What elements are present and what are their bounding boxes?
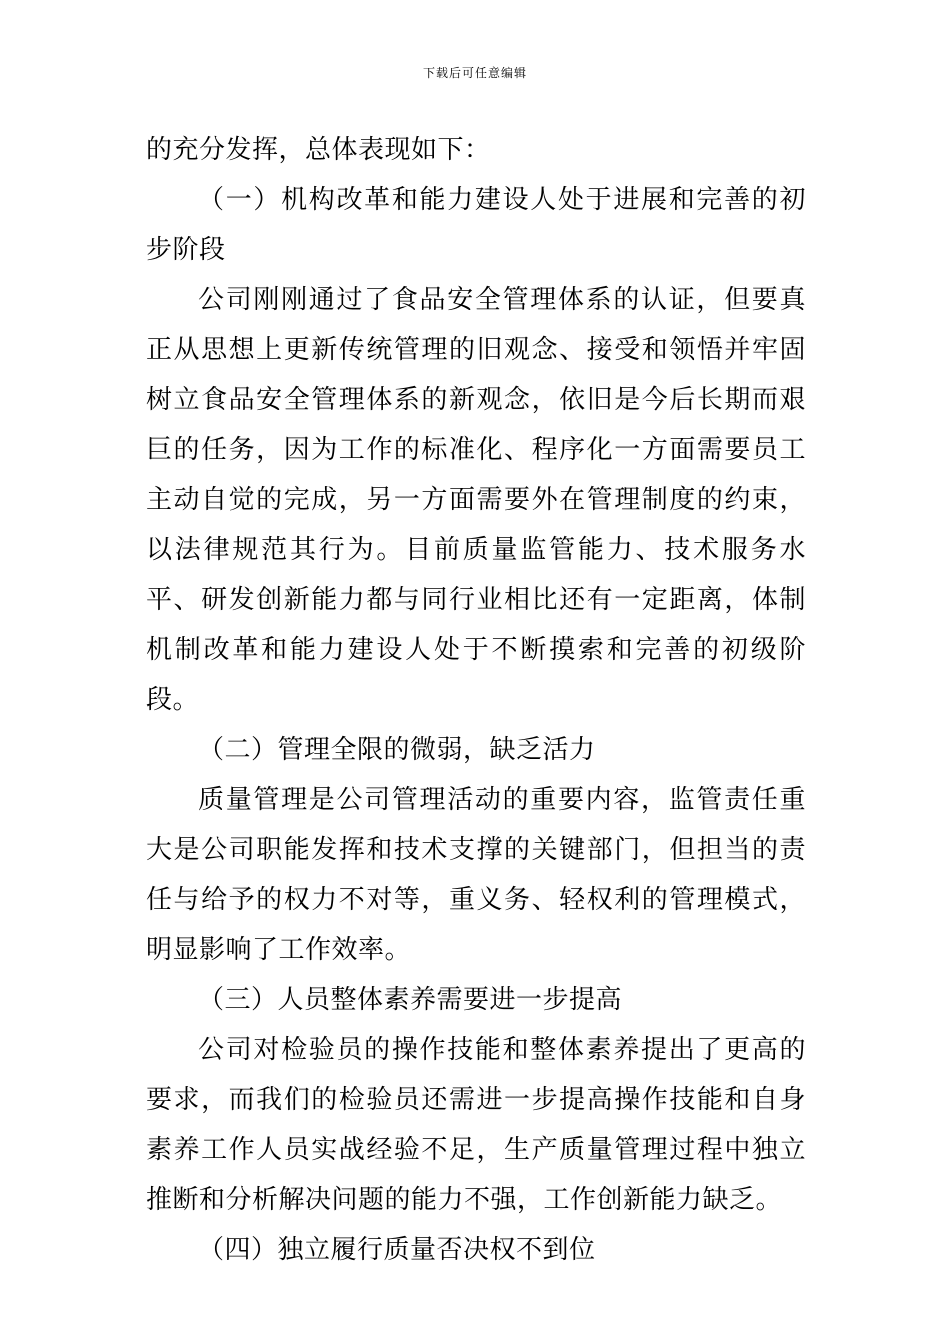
section-heading-2: （二）管理全限的微弱，缺乏活力 — [198, 735, 596, 765]
section-heading-3: （三）人员整体素养需要进一步提高 — [198, 985, 623, 1015]
section-heading-1: （一）机构改革和能力建设人处于进展和完善的初步阶段 — [146, 185, 806, 265]
document-body — [146, 125, 806, 1275]
paragraph-section-2: 质量管理是公司管理活动的重要内容，监管责任重大是公司职能发挥和技术支撑的关键部门，但担当的责任与给予的权力不对等，重义务、轻权利的管理模式，明显影响了工作效率。 — [146, 785, 806, 965]
paragraph-section-3: 公司对检验员的操作技能和整体素养提出了更高的要求，而我们的检验员还需进一步提高操作技能和自身素养工作人员实战经验不足，生产质量管理过程中独立推断和分析解决问题的能力不强，工作创新能力缺乏。 — [146, 1035, 806, 1215]
section-heading-4: （四）独立履行质量否决权不到位 — [198, 1235, 596, 1265]
paragraph-section-1: 公司刚刚通过了食品安全管理体系的认证，但要真正从思想上更新传统管理的旧观念、接受和领悟并牢固树立食品安全管理体系的新观念，依旧是今后长期而艰巨的任务，因为工作的标准化、程序化一方面需要员工主动自觉的完成，另一方面需要外在管理制度的约束，以法律规范其行为。目前质量监管能力、技术服务水平、研发创新能力都与同行业相比还有一定距离，体制机制改革和能力建设人处于不断摸索和完善的初级阶段。 — [146, 285, 806, 715]
page-header-note: 下载后可任意编辑 — [422, 66, 527, 80]
paragraph-continuation: 的充分发挥，总体表现如下： — [146, 135, 491, 165]
